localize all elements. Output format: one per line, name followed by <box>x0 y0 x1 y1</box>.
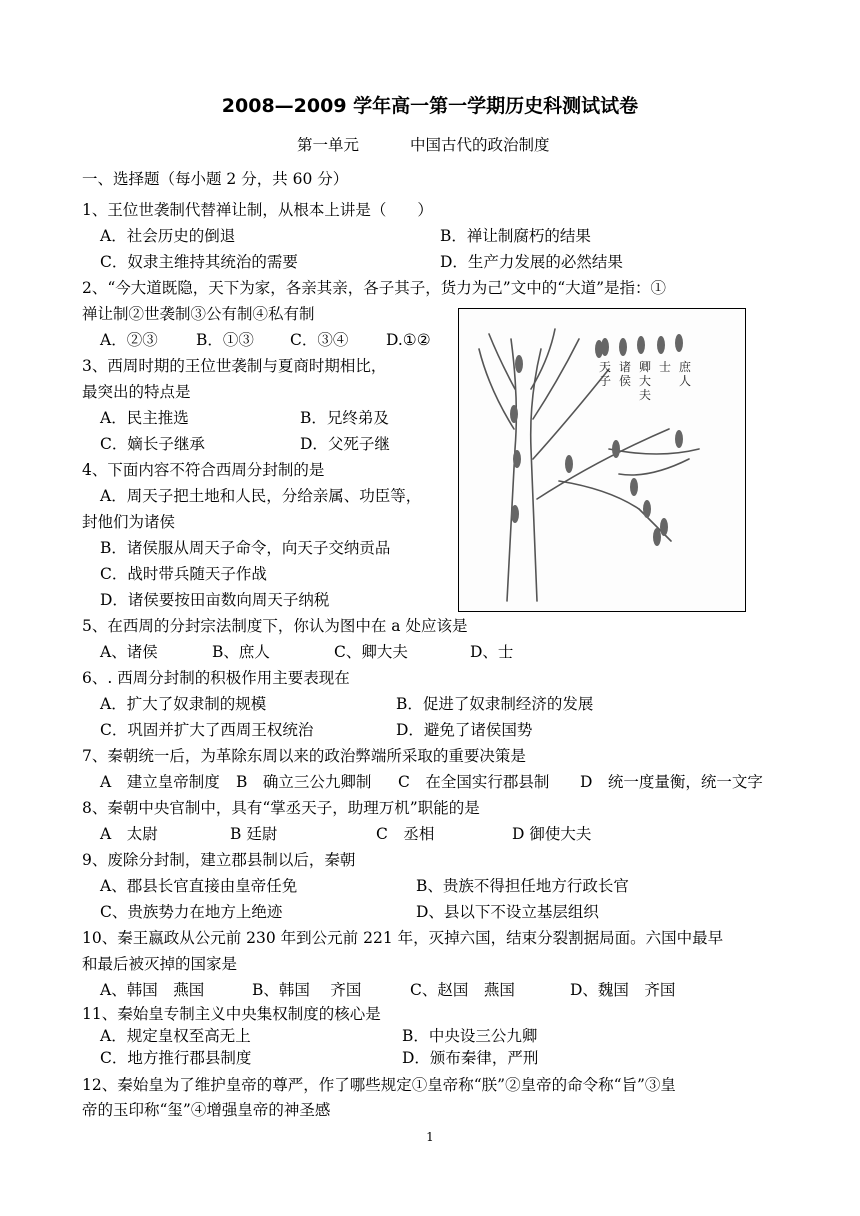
q12-stem-line1: 12、秦始皇为了维护皇帝的尊严，作了哪些规定①皇帝称“朕”②皇帝的命令称“旨”③皇 <box>82 1076 676 1094</box>
q5-option-d: D、士 <box>470 643 514 661</box>
q2-option-d: D.①② <box>386 331 431 349</box>
q3-option-a: A．民主推选 <box>100 409 189 427</box>
q1-option-d: D．生产力发展的必然结果 <box>440 253 623 271</box>
q5-option-c: C、卿大夫 <box>334 643 408 661</box>
q9-option-b: B、贵族不得担任地方行政长官 <box>416 877 629 895</box>
q3-stem-line1: 3、西周时期的王位世袭制与夏商时期相比， <box>82 357 387 375</box>
q9-option-a: A、郡县长官直接由皇帝任免 <box>100 877 298 895</box>
q10-option-d: D、魏国 齐国 <box>570 981 676 999</box>
q6-option-a: A．扩大了奴隶制的规模 <box>100 695 267 713</box>
page-title: 2008—2009 学年高一第一学期历史科测试试卷 <box>221 95 639 117</box>
hierarchy-tree-figure <box>458 308 746 612</box>
q3-option-c: C．嫡长子继承 <box>100 435 205 453</box>
q6-stem: 6、. 西周分封制的积极作用主要表现在 <box>82 669 350 687</box>
q8-option-b: B 廷尉 <box>230 825 278 843</box>
q6-option-b: B．促进了奴隶制经济的发展 <box>396 695 594 713</box>
q2-stem-line2: 禅让制②世袭制③公有制④私有制 <box>82 305 315 323</box>
q10-option-b: B、韩国 齐国 <box>252 981 362 999</box>
q4-option-d: D．诸侯要按田亩数向周天子纳税 <box>100 591 330 609</box>
q10-option-a: A、韩国 燕国 <box>100 981 205 999</box>
figure-label-tianzi: 天子 <box>599 360 612 388</box>
q9-stem: 9、废除分封制，建立郡县制以后，秦朝 <box>82 851 356 869</box>
q4-option-a-line1: A．周天子把土地和人民，分给亲属、功臣等， <box>100 487 422 505</box>
q8-stem: 8、秦朝中央官制中，具有“掌丞天子，助理万机”职能的是 <box>82 799 480 817</box>
q2-option-a: A．②③ <box>100 331 158 349</box>
q10-option-c: C、赵国 燕国 <box>410 981 515 999</box>
q11-option-b: B．中央设三公九卿 <box>402 1027 538 1045</box>
q5-option-a: A、诸侯 <box>100 643 158 661</box>
q9-option-d: D、县以下不设立基层组织 <box>416 903 599 921</box>
q11-option-d: D．颁布秦律，严刑 <box>402 1049 539 1067</box>
q1-stem: 1、王位世袭制代替禅让制，从根本上讲是（ ） <box>82 201 433 219</box>
q7-option-a: A 建立皇帝制度 <box>100 773 220 791</box>
figure-label-shuren: 庶人 <box>679 360 692 388</box>
q11-stem: 11、秦始皇专制主义中央集权制度的核心是 <box>82 1005 381 1023</box>
q5-option-b: B、庶人 <box>212 643 270 661</box>
q1-option-c: C．奴隶主维持其统治的需要 <box>100 253 298 271</box>
unit-label: 第一单元 <box>297 136 360 154</box>
page-number: 1 <box>426 1130 434 1144</box>
q2-stem-line1: 2、“今大道既隐，天下为家，各亲其亲，各子其子，货力为己”文中的“大道”是指：① <box>82 279 667 297</box>
q1-option-b: B．禅让制腐朽的结果 <box>440 227 591 245</box>
q11-option-c: C．地方推行郡县制度 <box>100 1049 252 1067</box>
q7-stem: 7、秦朝统一后，为革除东周以来的政治弊端所采取的重要决策是 <box>82 747 526 765</box>
q6-option-c: C．巩固并扩大了西周王权统治 <box>100 721 314 739</box>
q3-stem-line2: 最突出的特点是 <box>82 383 191 401</box>
unit-name: 中国古代的政治制度 <box>410 136 550 154</box>
q7-option-c: C 在全国实行郡县制 <box>398 773 550 791</box>
q3-option-d: D．父死子继 <box>300 435 390 453</box>
q2-option-c: C．③④ <box>290 331 349 349</box>
q6-option-d: D．避免了诸侯国势 <box>396 721 533 739</box>
q7-option-b: B 确立三公九卿制 <box>236 773 372 791</box>
q8-option-a: A 太尉 <box>100 825 158 843</box>
q4-stem: 4、下面内容不符合西周分封制的是 <box>82 461 325 479</box>
q4-option-a-line2: 封他们为诸侯 <box>82 513 176 531</box>
figure-label-zhuhou: 诸侯 <box>619 360 632 388</box>
figure-label-qingdafu: 卿大夫 <box>639 360 652 402</box>
figure-label-shi: 士 <box>659 360 672 374</box>
q1-option-a: A．社会历史的倒退 <box>100 227 236 245</box>
q10-stem-line2: 和最后被灭掉的国家是 <box>82 955 238 973</box>
q4-option-b: B．诸侯服从周天子命令，向天子交纳贡品 <box>100 539 391 557</box>
tree-illustration <box>459 309 745 611</box>
q11-option-a: A．规定皇权至高无上 <box>100 1027 251 1045</box>
q12-stem-line2: 帝的玉印称“玺”④增强皇帝的神圣感 <box>82 1101 331 1119</box>
q9-option-c: C、贵族势力在地方上绝迹 <box>100 903 283 921</box>
q4-option-c: C．战时带兵随天子作战 <box>100 565 267 583</box>
q8-option-c: C 丞相 <box>376 825 435 843</box>
q5-stem: 5、在西周的分封宗法制度下，你认为图中在 a 处应该是 <box>82 617 468 635</box>
q8-option-d: D 御使大夫 <box>512 825 592 843</box>
q2-option-b: B．①③ <box>196 331 254 349</box>
q3-option-b: B．兄终弟及 <box>300 409 389 427</box>
q10-stem-line1: 10、秦王嬴政从公元前 230 年到公元前 221 年，灭掉六国，结束分裂割据局面。六国中最早 <box>82 929 724 947</box>
q7-option-d: D 统一度量衡，统一文字 <box>580 773 763 791</box>
section-heading: 一、选择题（每小题 2 分，共 60 分） <box>82 170 349 188</box>
